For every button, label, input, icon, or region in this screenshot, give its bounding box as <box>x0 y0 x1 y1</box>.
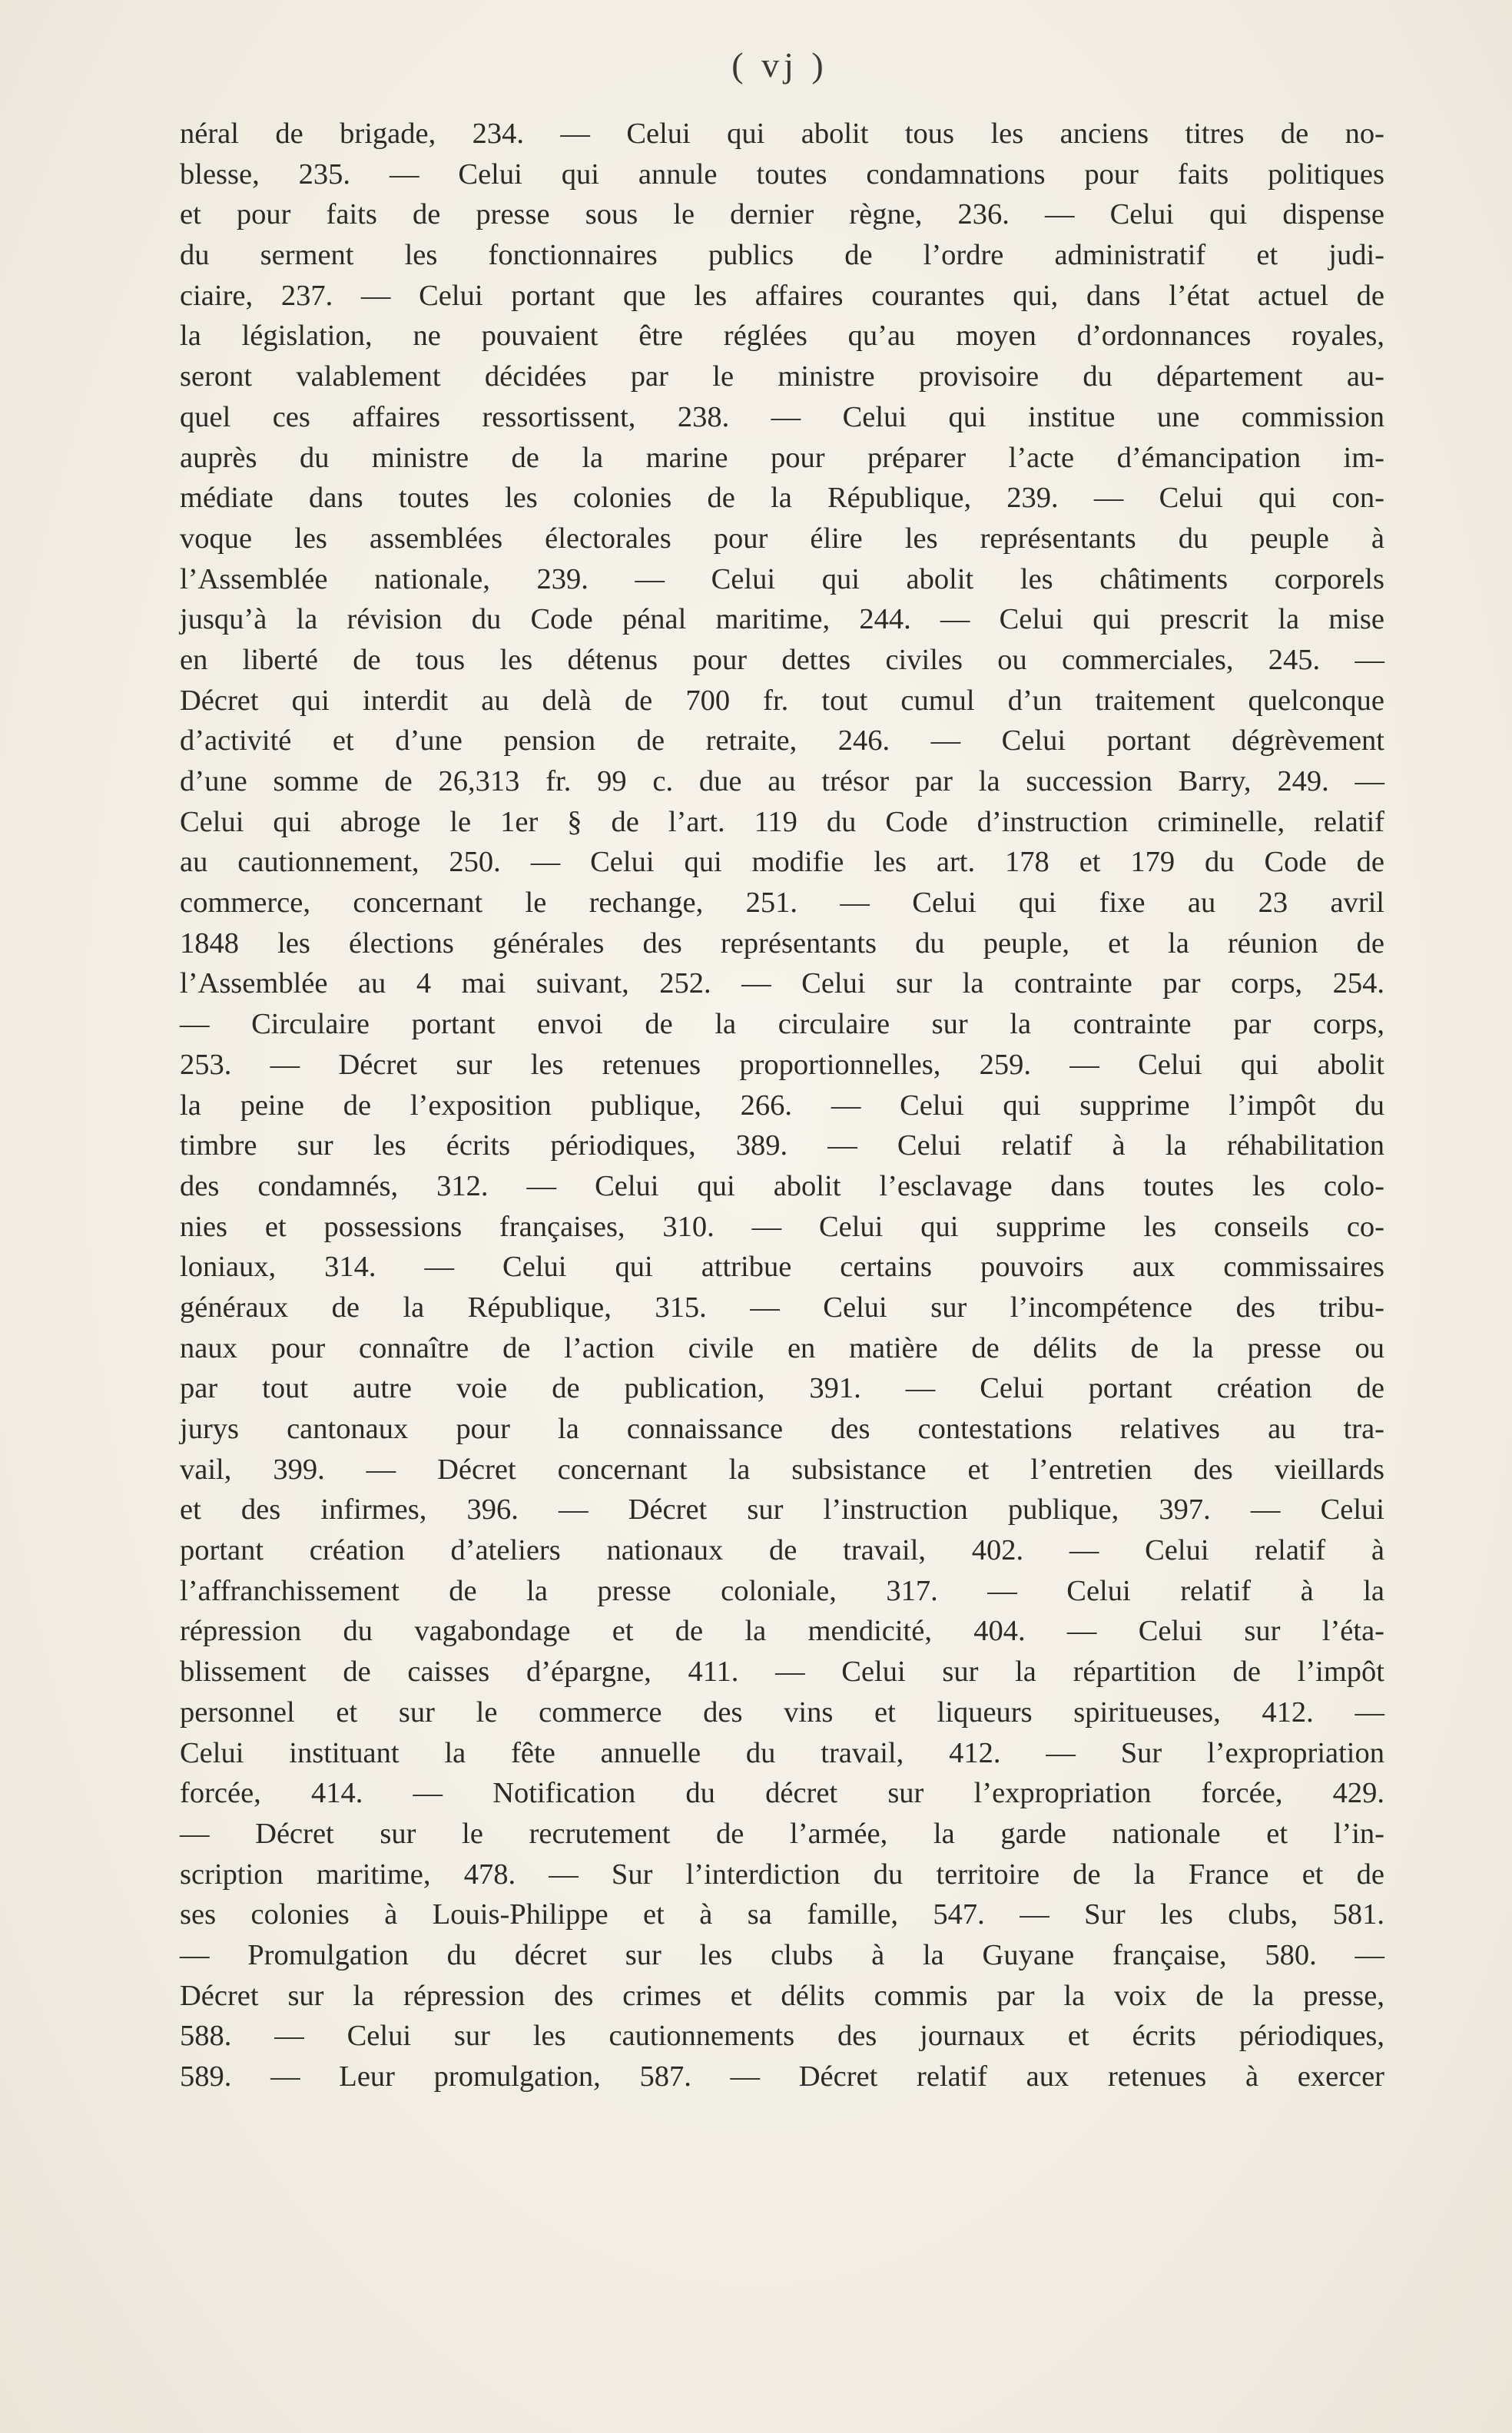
page-folio: ( vj ) <box>731 45 828 85</box>
text-line: naux pour connaître de l’action civile en matière de délits de la presse ou <box>180 1331 1384 1364</box>
text-line: seront valablement décidées par le ministre provisoire du département au- <box>180 360 1384 393</box>
text-line: et pour faits de presse sous le dernier règne, 236. — Celui qui dispense <box>180 198 1384 231</box>
text-line: commerce, concernant le rechange, 251. — Celui qui fixe au 23 avril <box>180 887 1384 920</box>
text-line: timbre sur les écrits périodiques, 389. — Celui relatif à la réhabilitation <box>180 1129 1384 1162</box>
text-line: médiate dans toutes les colonies de la République, 239. — Celui qui con- <box>180 482 1384 515</box>
text-line: l’affranchissement de la presse coloniale, 317. — Celui relatif à la <box>180 1574 1384 1607</box>
text-line: jusqu’à la révision du Code pénal maritime, 244. — Celui qui prescrit la mise <box>180 603 1384 636</box>
text-line: — Promulgation du décret sur les clubs à la Guyane française, 580. — <box>180 1938 1384 1971</box>
text-line: Celui instituant la fête annuelle du travail, 412. — Sur l’expropriation <box>180 1736 1384 1769</box>
text-line: d’activité et d’une pension de retraite, 246. — Celui portant dégrèvement <box>180 724 1384 757</box>
text-line: Celui qui abroge le 1er § de l’art. 119 du Code d’instruction criminelle, relatif <box>180 805 1384 838</box>
text-line: Décret qui interdit au delà de 700 fr. tout cumul d’un traitement quelconque <box>180 684 1384 717</box>
text-line: répression du vagabondage et de la mendicité, 404. — Celui sur l’éta- <box>180 1615 1384 1648</box>
text-line: 588. — Celui sur les cautionnements des journaux et écrits périodiques, <box>180 2020 1384 2053</box>
text-line: des condamnés, 312. — Celui qui abolit l’esclavage dans toutes les colo- <box>180 1169 1384 1202</box>
text-line: portant création d’ateliers nationaux de travail, 402. — Celui relatif à <box>180 1534 1384 1567</box>
text-line: la peine de l’exposition publique, 266. — Celui qui supprime l’impôt du <box>180 1089 1384 1122</box>
text-line: d’une somme de 26,313 fr. 99 c. due au trésor par la succession Barry, 249. — <box>180 765 1384 797</box>
text-line: voque les assemblées électorales pour élire les représentants du peuple à <box>180 522 1384 555</box>
text-line: nies et possessions françaises, 310. — Celui qui supprime les conseils co- <box>180 1210 1384 1243</box>
text-line: la législation, ne pouvaient être réglées qu’au moyen d’ordonnances royales, <box>180 320 1384 353</box>
text-line: vail, 399. — Décret concernant la subsistance et l’entretien des vieillards <box>180 1453 1384 1486</box>
text-line: — Décret sur le recrutement de l’armée, la garde nationale et l’in- <box>180 1817 1384 1850</box>
text-line: blissement de caisses d’épargne, 411. — Celui sur la répartition de l’impôt <box>180 1656 1384 1689</box>
text-line: jurys cantonaux pour la connaissance des contestations relatives au tra- <box>180 1413 1384 1445</box>
text-line: quel ces affaires ressortissent, 238. — Celui qui institue une commission <box>180 400 1384 433</box>
text-line: et des infirmes, 396. — Décret sur l’instruction publique, 397. — Celui <box>180 1493 1384 1526</box>
text-line: personnel et sur le commerce des vins et liqueurs spiritueuses, 412. — <box>180 1695 1384 1729</box>
text-line: — Circulaire portant envoi de la circulaire sur la contrainte par corps, <box>180 1008 1384 1041</box>
body-text <box>180 114 1384 2097</box>
text-line: au cautionnement, 250. — Celui qui modifie les art. 178 et 179 du Code de <box>180 846 1384 879</box>
text-line: scription maritime, 478. — Sur l’interdiction du territoire de la France et de <box>180 1858 1384 1891</box>
text-line: auprès du ministre de la marine pour préparer l’acte d’émancipation im- <box>180 441 1384 474</box>
text-line: par tout autre voie de publication, 391. — Celui portant création de <box>180 1372 1384 1405</box>
text-line: l’Assemblée nationale, 239. — Celui qui abolit les châtiments corporels <box>180 562 1384 595</box>
text-line: ses colonies à Louis-Philippe et à sa famille, 547. — Sur les clubs, 581. <box>180 1898 1384 1931</box>
text-line: l’Assemblée au 4 mai suivant, 252. — Celui sur la contrainte par corps, 254. <box>180 967 1384 1000</box>
text-line: 589. — Leur promulgation, 587. — Décret relatif aux retenues à exercer <box>180 2060 1384 2093</box>
text-line: 1848 les élections générales des représentants du peuple, et la réunion de <box>180 926 1384 960</box>
text-line: Décret sur la répression des crimes et délits commis par la voix de la presse, <box>180 1979 1384 2012</box>
text-line: néral de brigade, 234. — Celui qui abolit tous les anciens titres de no- <box>180 118 1384 150</box>
text-line: forcée, 414. — Notification du décret sur l’expropriation forcée, 429. <box>180 1777 1384 1810</box>
text-line: blesse, 235. — Celui qui annule toutes condamnations pour faits politiques <box>180 157 1384 191</box>
text-line: du serment les fonctionnaires publics de l’ordre administratif et judi- <box>180 239 1384 272</box>
text-line: en liberté de tous les détenus pour dettes civiles ou commerciales, 245. — <box>180 643 1384 676</box>
text-line: ciaire, 237. — Celui portant que les affaires courantes qui, dans l’état actuel de <box>180 279 1384 312</box>
text-line: généraux de la République, 315. — Celui sur l’incompétence des tribu- <box>180 1291 1384 1324</box>
text-line: loniaux, 314. — Celui qui attribue certains pouvoirs aux commissaires <box>180 1251 1384 1284</box>
text-line: 253. — Décret sur les retenues proportionnelles, 259. — Celui qui abolit <box>180 1048 1384 1081</box>
